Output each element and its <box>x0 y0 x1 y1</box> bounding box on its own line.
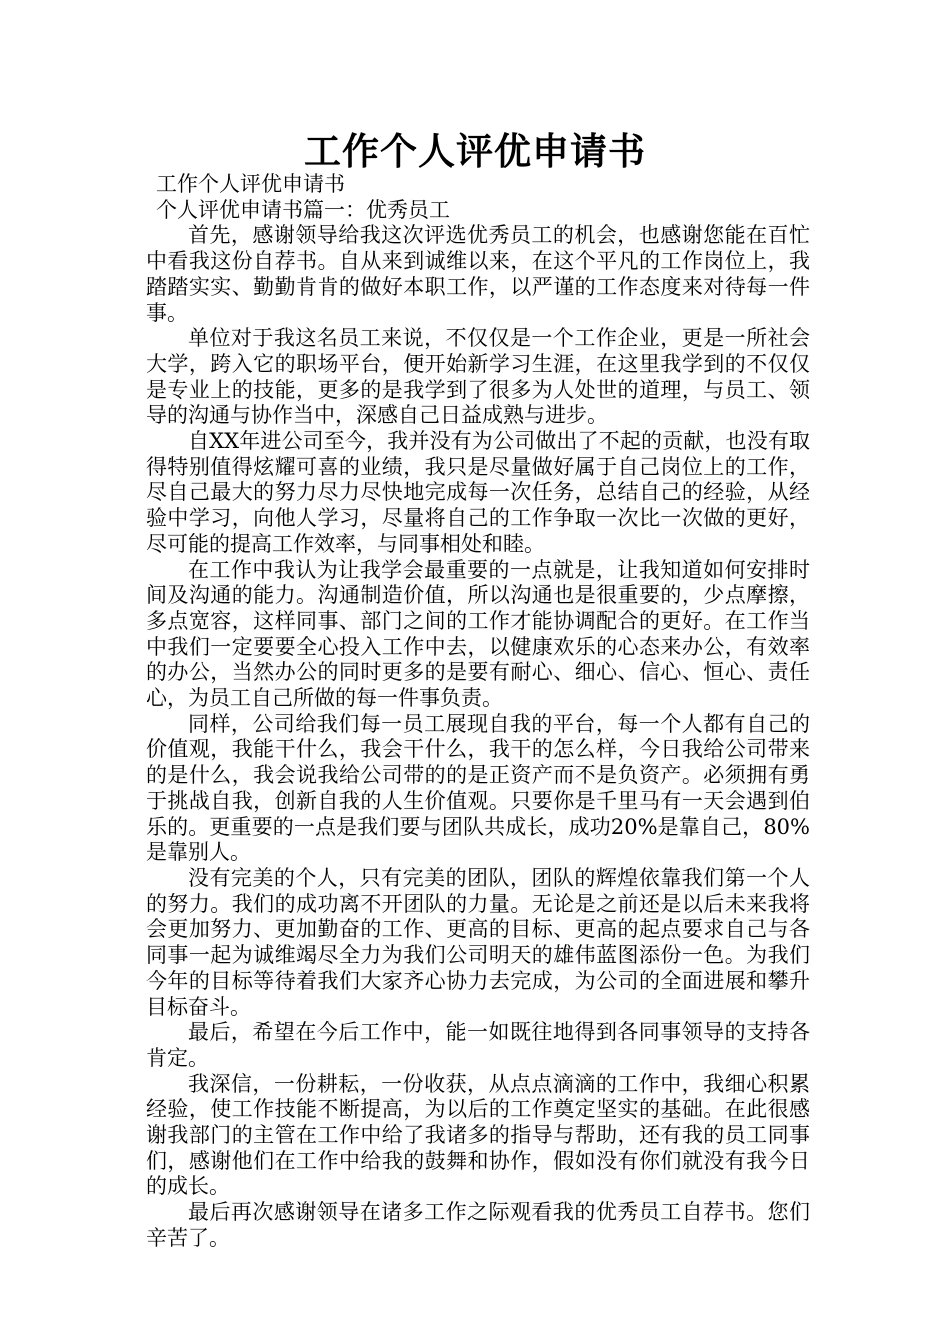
paragraph-4: 在工作中我认为让我学会最重要的一点就是，让我知道如何安排时间及沟通的能力。沟通制造价值，所以沟通也是很重要的，少点摩擦，多点宽容，这样同事、部门之间的工作才能协调配合的更好。在工作当中我们一定要要全心投入工作中去，以健康欢乐的心态来办公，有效率的办公，当然办公的同时更多的是要有耐心、细心、信心、恒心、责任心，为员工自己所做的每一件事负责。 <box>146 557 810 711</box>
paragraph-2: 单位对于我这名员工来说，不仅仅是一个工作企业，更是一所社会大学，跨入它的职场平台，便开始新学习生涯，在这里我学到的不仅仅是专业上的技能，更多的是我学到了很多为人处世的道理，与员工、领导的沟通与协作当中，深感自己日益成熟与进步。 <box>146 326 810 428</box>
paragraph-8: 我深信，一份耕耘，一份收获，从点点滴滴的工作中，我细心积累经验，使工作技能不断提高，为以后的工作奠定坚实的基础。在此很感谢我部门的主管在工作中给了我诸多的指导与帮助，还有我的员工同事们，感谢他们在工作中给我的鼓舞和协作，假如没有你们就没有我今日的成长。 <box>146 1071 810 1199</box>
document-body <box>146 172 810 1252</box>
paragraph-7: 最后，希望在今后工作中，能一如既往地得到各同事领导的支持各肯定。 <box>146 1020 810 1070</box>
paragraph-9: 最后再次感谢领导在诸多工作之际观看我的优秀员工自荐书。您们辛苦了。 <box>146 1200 810 1250</box>
document-subtitle: 工作个人评优申请书 <box>156 172 345 196</box>
paragraph-6: 没有完美的个人，只有完美的团队，团队的辉煌依靠我们第一个人的努力。我们的成功离不开团队的力量。无论是之前还是以后未来我将会更加努力、更加勤奋的工作、更高的目标、更高的起点要求自己与各同事一起为诚维竭尽全力为我们公司明天的雄伟蓝图添份一色。为我们今年的目标等待着我们大家齐心协力去完成，为公司的全面进展和攀升目标奋斗。 <box>146 865 810 1019</box>
section-heading: 个人评优申请书篇一：优秀员工 <box>156 197 450 222</box>
paragraph-1: 首先，感谢领导给我这次评选优秀员工的机会，也感谢您能在百忙中看我这份自荐书。自从来到诚维以来，在这个平凡的工作岗位上，我踏踏实实、勤勤肯肯的做好本职工作，以严谨的工作态度来对待每一件事。 <box>146 223 810 325</box>
document-title: 工作个人评优申请书 <box>304 130 646 173</box>
paragraph-3: 自XX年进公司至今，我并没有为公司做出了不起的贡献，也没有取得特别值得炫耀可喜的业绩，我只是尽量做好属于自己岗位上的工作，尽自己最大的努力尽力尽快地完成每一次任务，总结自己的经验，从经验中学习，向他人学习，尽量将自己的工作争取一次比一次做的更好，尽可能的提高工作效率，与同事相处和睦。 <box>146 429 810 556</box>
paragraph-5: 同样，公司给我们每一员工展现自我的平台，每一个人都有自己的价值观，我能干什么，我会干什么，我干的怎么样，今日我给公司带来的是什么，我会说我给公司带的的是正资产而不是负资产。必须拥有勇于挑战自我，创新自我的人生价值观。只要你是千里马有一天会遇到伯乐的。更重要的一点是我们要与团队共成长，成功20%是靠自己，80%是靠别人。 <box>146 711 810 865</box>
